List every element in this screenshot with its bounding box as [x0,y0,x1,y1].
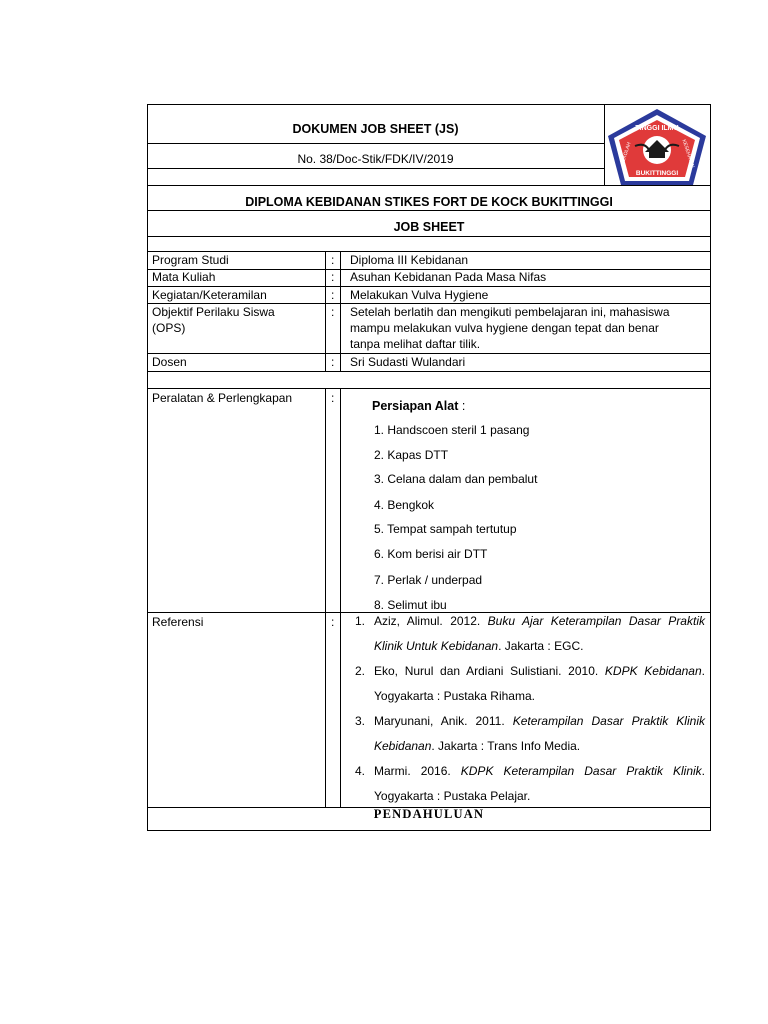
rule [147,371,711,372]
reference-publisher: . Jakarta : Trans Info Media. [431,739,581,753]
reference-title: Buku Ajar Keterampilan Dasar Praktik Klinik Untuk Kebidanan [374,614,705,653]
list-item: 5. Tempat sampah tertutup [374,522,517,536]
list-item: 8. Selimut ibu [374,598,447,612]
activity-colon: : [331,288,335,302]
objective-value-line1: Setelah berlatih dan mengikuti pembelajaran ini, mahasiswa [350,305,670,319]
objective-colon: : [331,305,335,319]
list-item: 6. Kom berisi air DTT [374,547,488,561]
rule [147,143,604,144]
section-heading-pendahuluan: PENDAHULUAN [373,807,485,821]
document-title: DOKUMEN JOB SHEET (JS) [292,122,459,136]
reference-text [374,709,705,759]
rule [340,251,341,371]
rule [325,388,326,807]
equipment-heading-suffix: : [458,399,466,413]
course-label: Mata Kuliah [152,270,216,284]
activity-label: Kegiatan/Keteramilan [152,288,267,302]
rule [325,251,326,371]
reference-item [355,759,705,809]
document-number: No. 38/Doc-Stik/FDK/IV/2019 [297,152,454,166]
logo-text-top: TINGGI ILMU [635,125,679,132]
rule [147,168,604,169]
reference-publisher: . Jakarta : EGC. [498,639,584,653]
equipment-colon: : [331,391,335,405]
reference-author: Marmi. 2016. [374,764,461,778]
list-item: 2. Kapas DTT [374,448,449,462]
lecturer-value: Sri Sudasti Wulandari [350,355,466,369]
lecturer-label: Dosen [152,355,187,369]
rule [147,210,711,211]
reference-number: 2. [355,664,366,678]
rule [147,388,711,389]
institution-logo [605,106,709,188]
reference-title: Keterampilan Dasar Praktik Klinik Kebidanan [374,714,705,753]
reference-text [374,659,705,709]
equipment-heading-text: Persiapan Alat [372,399,459,413]
reference-author: Aziz, Alimul. 2012. [374,614,488,628]
sheet-title: JOB SHEET [393,220,465,234]
reference-number: 1. [355,614,366,628]
activity-value: Melakukan Vulva Hygiene [350,288,489,302]
rule [147,286,711,287]
reference-text [374,759,705,809]
logo-text-left: SEKOLAH [619,141,633,166]
rule [147,251,711,252]
course-colon: : [331,270,335,284]
rule [147,303,711,304]
reference-publisher: . Yogyakarta : Pustaka Rihama. [374,664,705,703]
reference-text [374,609,705,659]
logo-text-bottom: BUKITTINGGI [635,170,679,177]
program-value: Diploma III Kebidanan [350,253,469,267]
list-item: 7. Perlak / underpad [374,573,483,587]
reference-item [355,709,705,759]
program-colon: : [331,253,335,267]
reference-author: Eko, Nurul dan Ardiani Sulistiani. 2010. [374,664,605,678]
logo-text-right: KESEHATAN [680,138,696,169]
objective-label-line2: (OPS) [152,321,186,335]
references-colon: : [331,615,335,629]
reference-item [355,609,705,659]
objective-value-line2: mampu melakukan vulva hygiene dengan tepat dan benar [350,321,659,335]
objective-value-line3: tanpa melihat daftar tilik. [350,337,481,351]
reference-number: 3. [355,714,366,728]
reference-author: Maryunani, Anik. 2011. [374,714,513,728]
references-label: Referensi [152,615,204,629]
reference-item [355,659,705,709]
reference-publisher: . Yogyakarta : Pustaka Pelajar. [374,764,705,803]
program-label: Program Studi [152,253,229,267]
objective-label-line1: Objektif Perilaku Siswa [152,305,275,319]
reference-title: KDPK Keterampilan Dasar Praktik Klinik [460,764,702,778]
list-item: 1. Handscoen steril 1 pasang [374,423,530,437]
equipment-heading [372,399,465,413]
rule [147,353,711,354]
reference-number: 4. [355,764,366,778]
list-item: 3. Celana dalam dan pembalut [374,472,538,486]
reference-title: KDPK Kebidanan [604,664,702,678]
rule [340,388,341,807]
institution-name: DIPLOMA KEBIDANAN STIKES FORT DE KOCK BUKITTINGGI [245,195,613,209]
list-item: 4. Bengkok [374,498,435,512]
lecturer-colon: : [331,355,335,369]
equipment-label: Peralatan & Perlengkapan [152,391,293,405]
course-value: Asuhan Kebidanan Pada Masa Nifas [350,270,547,284]
rule [147,236,711,237]
